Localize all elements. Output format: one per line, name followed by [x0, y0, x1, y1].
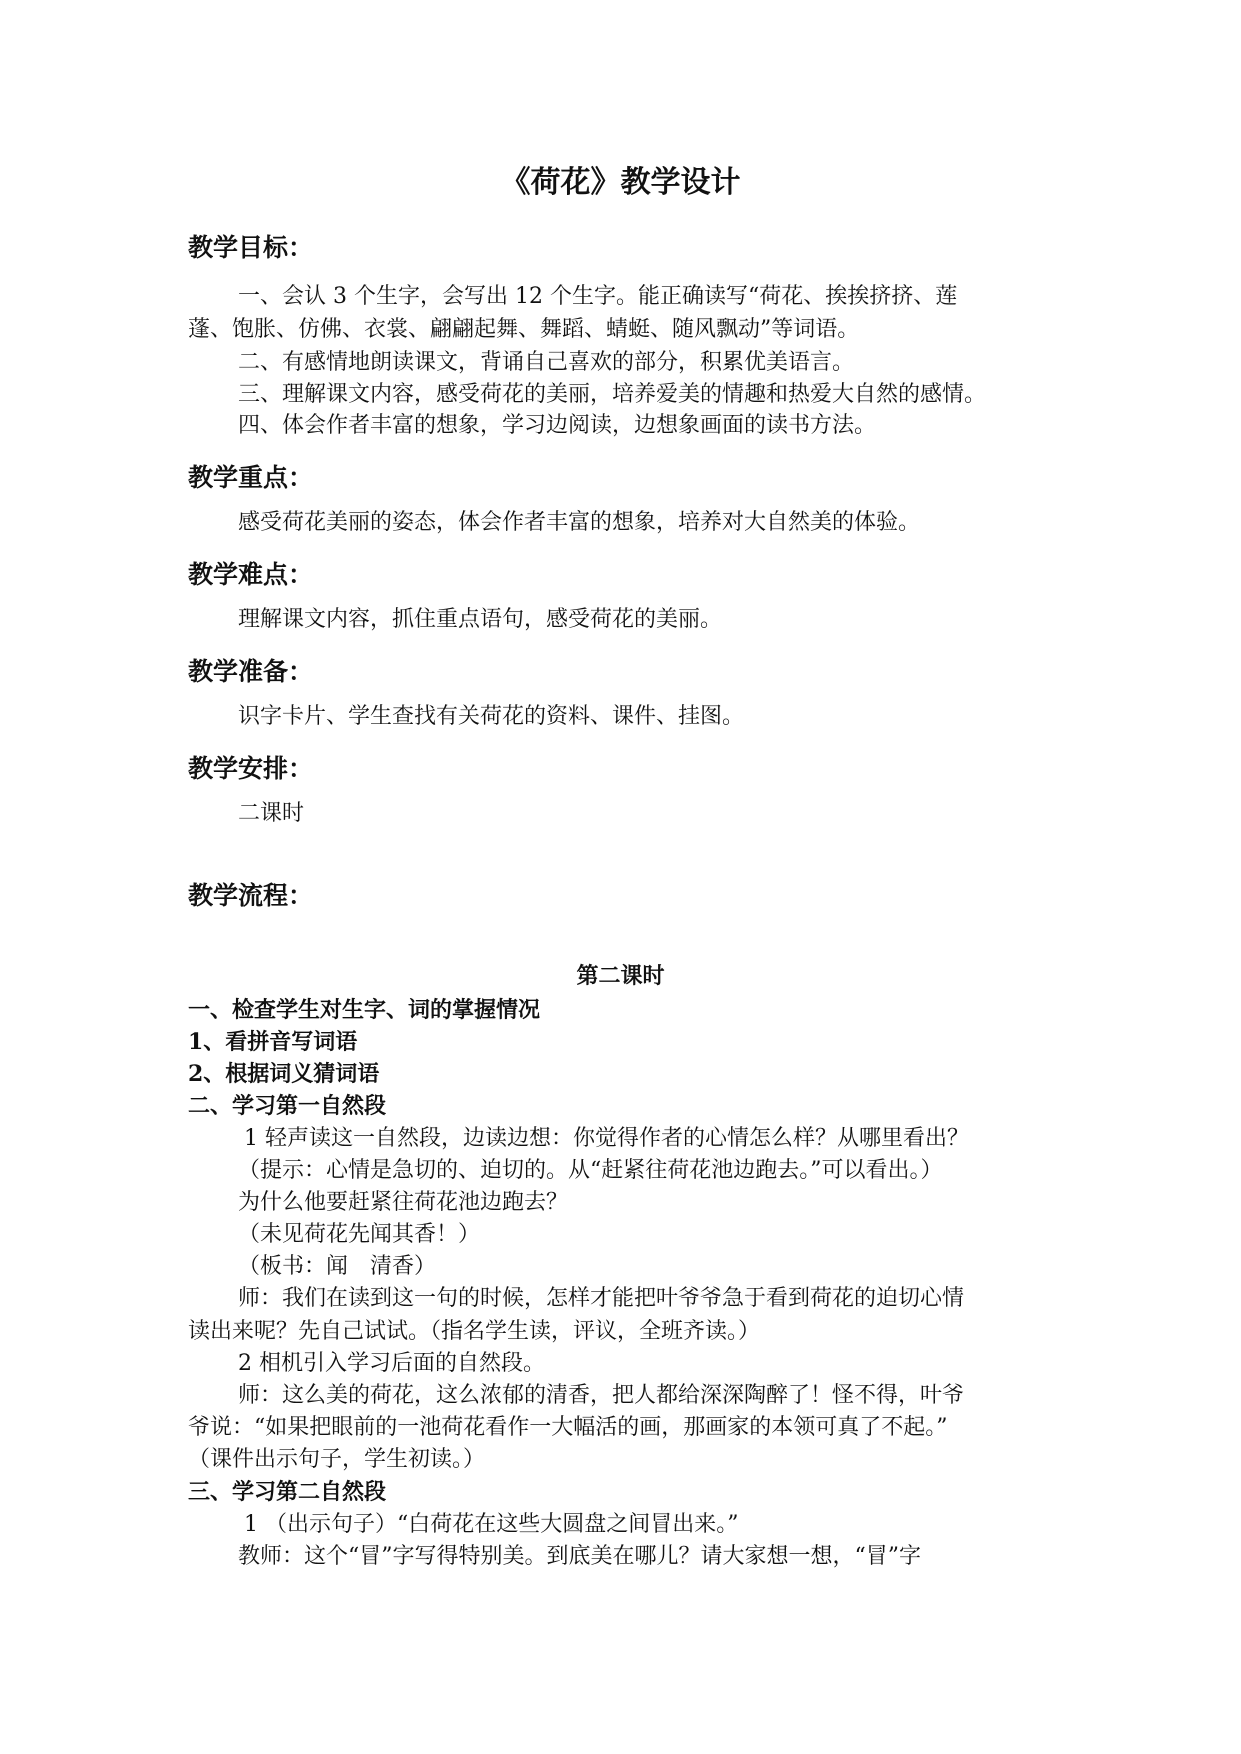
document-title: 《荷花》教学设计 — [500, 165, 741, 200]
goal-line: 蓬、饱胀、仿佛、衣裳、翩翩起舞、舞蹈、蜻蜓、随风飘动”等词语。 — [188, 317, 860, 342]
heading-goals: 教学目标： — [188, 233, 314, 262]
goal-line: 四、体会作者丰富的想象，学习边阅读，边想象画面的读书方法。 — [238, 413, 877, 438]
goal-line: 三、理解课文内容，感受荷花的美丽，培养爱美的情趣和热爱大自然的感情。 — [238, 382, 987, 407]
heading-key-points: 教学重点： — [188, 463, 314, 492]
lesson-line: 二、学习第一自然段 — [188, 1093, 387, 1119]
goal-line: 二、有感情地朗读课文，背诵自己喜欢的部分，积累优美语言。 — [238, 350, 855, 375]
lesson-title: 第二课时 — [576, 963, 665, 989]
lesson-line: 为什么他要赶紧往荷花池边跑去？ — [238, 1190, 569, 1215]
lesson-line: （课件出示句子，学生初读。） — [188, 1447, 486, 1472]
lesson-line: 1 （出示句子）“白荷花在这些大圆盘之间冒出来。” — [244, 1512, 739, 1537]
heading-difficulties: 教学难点： — [188, 560, 314, 589]
lesson-line: 一、检查学生对生字、词的掌握情况 — [188, 997, 541, 1023]
lesson-line: 师：这么美的荷花，这么浓郁的清香，把人都给深深陶醉了！怪不得，叶爷 — [238, 1383, 965, 1408]
lesson-line: 爷说：“如果把眼前的一池荷花看作一大幅活的画，那画家的本领可真了不起。” — [188, 1415, 948, 1440]
lesson-line: 三、学习第二自然段 — [188, 1479, 387, 1505]
lesson-line: 2、根据词义猜词语 — [188, 1061, 380, 1087]
difficulties-text: 理解课文内容，抓住重点语句，感受荷花的美丽。 — [238, 607, 723, 632]
lesson-line: 教师：这个“冒”字写得特别美。到底美在哪儿？请大家想一想，“冒”字 — [238, 1544, 921, 1569]
goal-line: 一、会认 3 个生字，会写出 12 个生字。能正确读写“荷花、挨挨挤挤、莲 — [238, 284, 958, 309]
lesson-line: 读出来呢？先自己试试。（指名学生读，评议，全班齐读。） — [188, 1319, 761, 1344]
lesson-line: （未见荷花先闻其香！） — [238, 1222, 481, 1247]
lesson-line: （提示：心情是急切的、迫切的。从“赶紧往荷花池边跑去。”可以看出。） — [238, 1158, 943, 1183]
preparation-text: 识字卡片、学生查找有关荷花的资料、课件、挂图。 — [238, 704, 745, 729]
lesson-line: （板书：闻 清香） — [238, 1254, 437, 1279]
heading-arrangement: 教学安排： — [188, 754, 314, 783]
lesson-line: 师：我们在读到这一句的时候，怎样才能把叶爷爷急于看到荷花的迫切心情 — [238, 1286, 965, 1311]
arrangement-text: 二课时 — [238, 801, 305, 826]
heading-preparation: 教学准备： — [188, 657, 314, 686]
key-points-text: 感受荷花美丽的姿态，体会作者丰富的想象，培养对大自然美的体验。 — [238, 510, 921, 535]
heading-process: 教学流程： — [188, 881, 314, 910]
lesson-line: 1、看拼音写词语 — [188, 1029, 358, 1055]
lesson-line: 2 相机引入学习后面的自然段。 — [238, 1351, 545, 1376]
lesson-line: 1 轻声读这一自然段，边读边想：你觉得作者的心情怎么样？从哪里看出？ — [244, 1126, 969, 1151]
